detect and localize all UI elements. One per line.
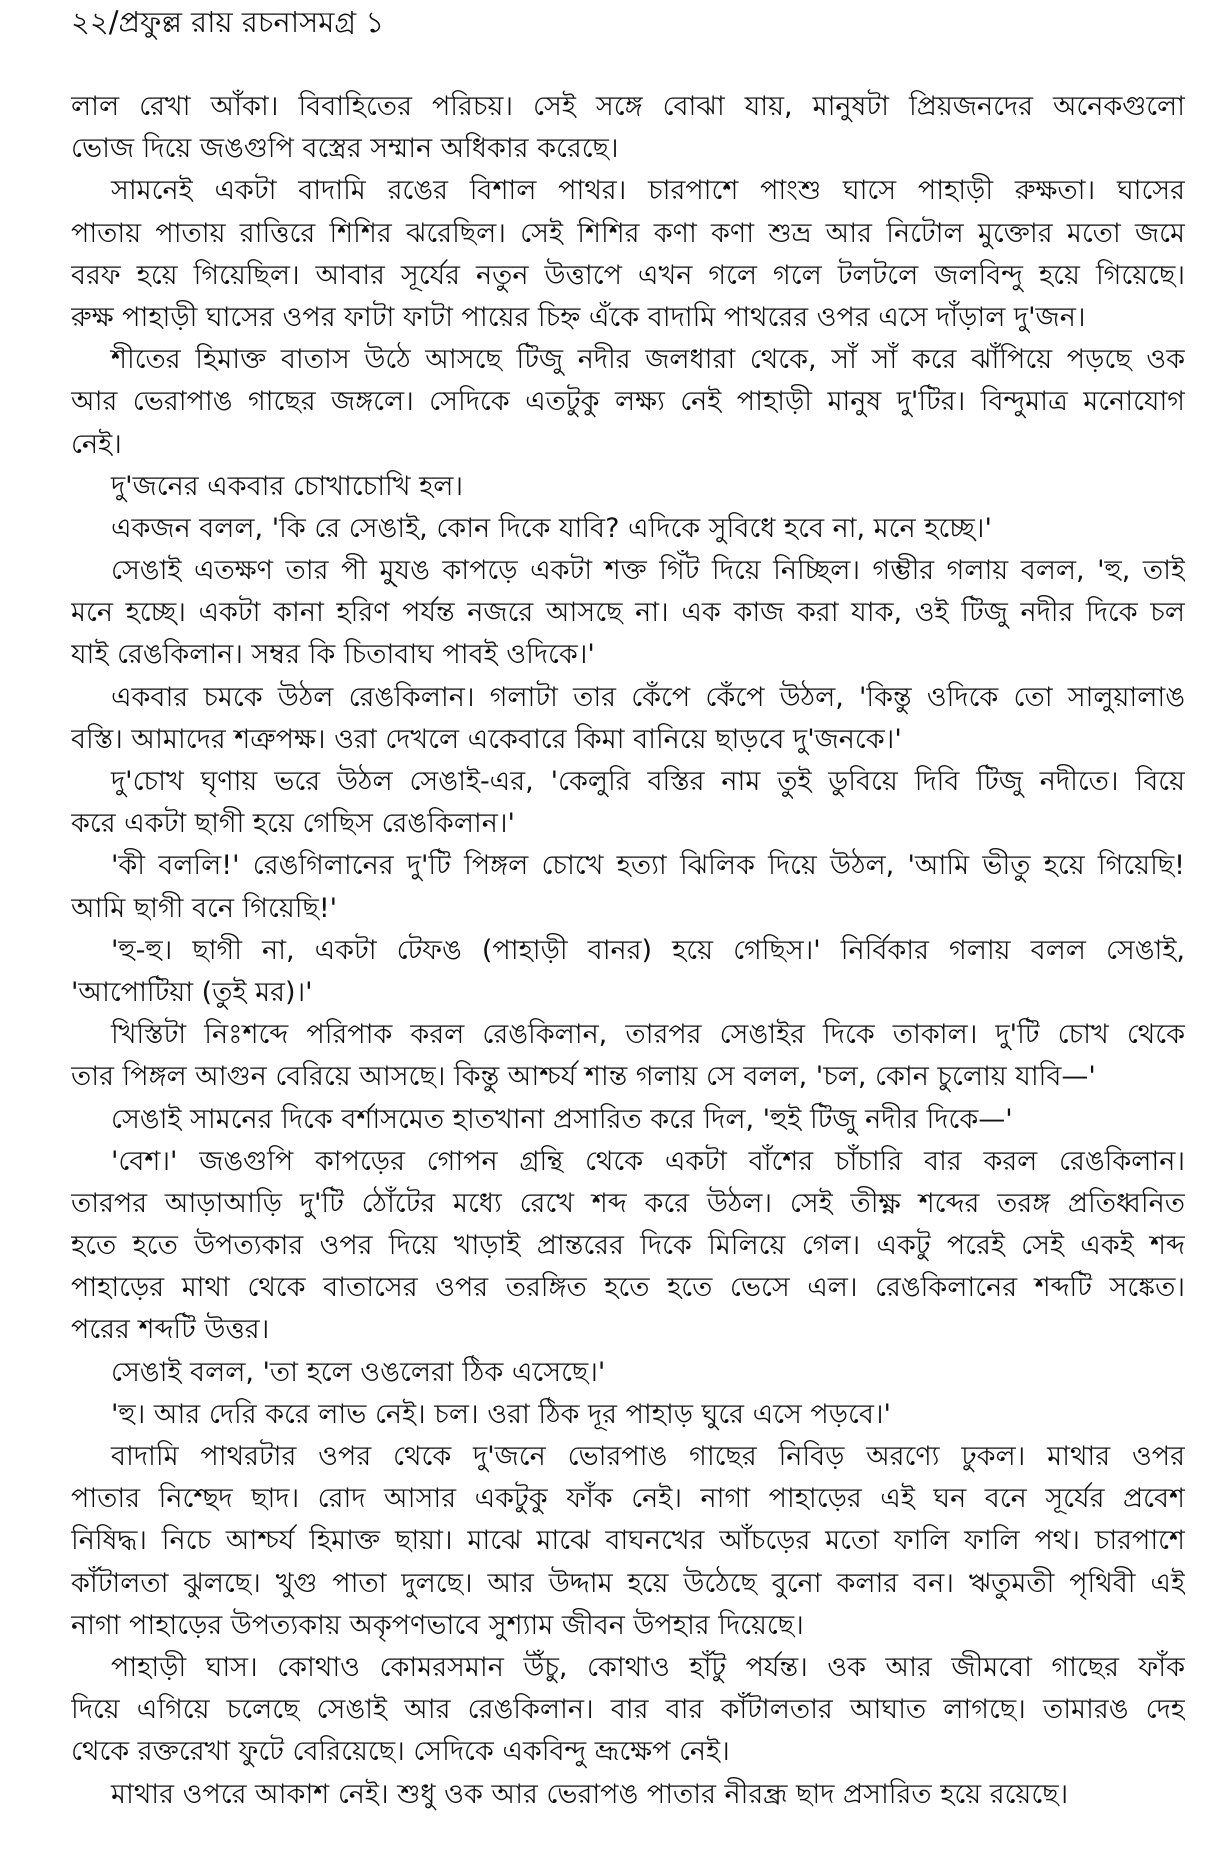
text-line: 'হু-হু। ছাগী না, একটা টেফঙ (পাহাড়ী বানর) হয়ে গেছিস।' নির্বিকার গলায় বলল সেঙাই, — [111, 934, 1185, 966]
text-line: দু'চোখ ঘৃণায় ভরে উঠল সেঙাই-এর, 'কেলুরি বস্তির নাম তুই ডুবিয়ে দিবি টিজু নদীতে। বিয়ে — [111, 766, 1185, 797]
paragraph — [71, 1014, 1185, 1098]
paragraph — [71, 466, 1185, 508]
text-line: পাতায় পাতায় রাত্তিরে শিশির ঝরেছিল। সেই শিশির কণা কণা শুভ্র আর নিটোল মুক্তোর মতো জমে — [71, 217, 1185, 249]
text-line: মাথার ওপরে আকাশ নেই। শুধু ওক আর ভেরাপঙ পাতার নীরন্ধ্র ছাদ প্রসারিত হয়ে রয়েছে। — [111, 1778, 1069, 1810]
text-line: একবার চমকে উঠল রেঙকিলান। গলাটা তার কেঁপে কেঁপে উঠল, 'কিন্তু ওদিকে তো সালুয়ালাঙ — [111, 681, 1185, 713]
text-line: বস্তি। আমাদের শত্রুপক্ষ। ওরা দেখলে একেবারে কিমা বানিয়ে ছাড়বে দু'জনকে।' — [71, 723, 902, 755]
text-line: নেই। — [71, 428, 122, 460]
text-line: তার পিঙ্গল আগুন বেরিয়ে আসছে। কিন্তু আশ্চর্য শান্ত গলায় সে বলল, 'চল, কোন চুলোয় যাবি—' — [71, 1061, 1096, 1093]
paragraph — [71, 761, 1185, 845]
text-line: দিয়ে এগিয়ে চলেছে সেঙাই আর রেঙকিলান। বার বার কাঁটালতার আঘাত লাগছে। তামারঙ দেহ — [71, 1694, 1185, 1726]
text-line: আর ভেরাপাঙ গাছের জঙ্গলে। সেদিকে এতটুকু লক্ষ্য নেই পাহাড়ী মানুষ দু'টির। বিন্দুমাত্র মনোযোগ — [71, 386, 1185, 418]
text-line: পাতার নিশ্ছেদ ছাদ। রোদ আসার একটুকু ফাঁক নেই। নাগা পাহাড়ের এই ঘন বনে সূর্যের প্রবেশ — [71, 1483, 1185, 1515]
text-line: মনে হচ্ছে। একটা কানা হরিণ পর্যন্ত নজরে আসছে না। এক কাজ করা যাক, ওই টিজু নদীর দিকে চল — [71, 597, 1185, 629]
text-line: পরের শব্দটি উত্তর। — [71, 1314, 270, 1346]
paragraph — [71, 1647, 1185, 1774]
text-line: সামনেই একটা বাদামি রঙের বিশাল পাথর। চারপাশে পাংশু ঘাসে পাহাড়ী রুক্ষতা। ঘাসের — [111, 175, 1185, 207]
text-line: বরফ হয়ে গিয়েছিল। আবার সূর্যের নতুন উত্তাপে এখন গলে গলে টলটলে জলবিন্দু হয়ে গিয়েছে। — [71, 259, 1185, 291]
running-head: ২২/প্রফুল্ল রায় রচনাসমগ্র ১ — [71, 5, 385, 39]
text-line: 'কী বললি!' রেঙগিলানের দু'টি পিঙ্গল চোখে হত্যা ঝিলিক দিয়ে উঠল, 'আমি ভীতু হয়ে গিয়েছি! — [111, 850, 1185, 882]
text-line: হতে হতে উপত্যকার ওপর দিয়ে খাড়াই প্রান্তরের দিকে মিলিয়ে গেল। একটু পরেই সেই একই শব্দ — [71, 1230, 1185, 1262]
text-line: 'বেশ।' জঙগুপি কাপড়ের গোপন গ্রন্থি থেকে একটা বাঁশের চাঁচারি বার করল রেঙকিলান। — [111, 1145, 1185, 1177]
text-line: লাল রেখা আঁকা। বিবাহিতের পরিচয়। সেই সঙ্গে বোঝা যায়, মানুষটা প্রিয়জনদের অনেকগুলো — [71, 91, 1185, 122]
text-line: একজন বলল, 'কি রে সেঙাই, কোন দিকে যাবি? এদিকে সুবিধে হবে না, মনে হচ্ছে।' — [111, 512, 992, 544]
text-line: ভোজ দিয়ে জঙগুপি বস্ত্রের সম্মান অধিকার করেছে। — [71, 133, 619, 165]
paragraph — [71, 1352, 1185, 1394]
text-line: করে একটা ছাগী হয়ে গেছিস রেঙকিলান।' — [71, 808, 515, 840]
text-line: 'আপোটিয়া (তুই মর)।' — [71, 976, 313, 1008]
paragraph — [71, 1774, 1185, 1816]
text-line: নিষিদ্ধ। নিচে আশ্চর্য হিমাক্ত ছায়া। মাঝে মাঝে বাঘনখের আঁচড়ের মতো ফালি ফালি পথ। চারপাশে — [71, 1525, 1185, 1557]
paragraph — [71, 339, 1185, 466]
text-line: দু'জনের একবার চোখাচোখি হল। — [111, 470, 464, 502]
text-line: সেঙাই এতক্ষণ তার পী মু্যঙ কাপড়ে একটা শক্ত গিঁট দিয়ে নিচ্ছিল। গম্ভীর গলায় বলল, 'হু, তাই — [111, 555, 1185, 587]
text-line: খিস্তিটা নিঃশব্দে পরিপাক করল রেঙকিলান, তারপর সেঙাইর দিকে তাকাল। দু'টি চোখ থেকে — [111, 1019, 1185, 1051]
paragraph — [71, 1436, 1185, 1647]
text-line: সেঙাই সামনের দিকে বর্শাসমেত হাতখানা প্রসারিত করে দিল, 'হুই টিজু নদীর দিকে—' — [111, 1103, 1013, 1135]
text-line: 'হু। আর দেরি করে লাভ নেই। চল। ওরা ঠিক দূর পাহাড় ঘুরে এসে পড়বে।' — [111, 1398, 891, 1430]
paragraph — [71, 930, 1185, 1014]
paragraph — [71, 86, 1185, 170]
paragraph — [71, 508, 1185, 550]
text-line: শীতের হিমাক্ত বাতাস উঠে আসছে টিজু নদীর জলধারা থেকে, সাঁ সাঁ করে ঝাঁপিয়ে পড়ছে ওক — [111, 344, 1185, 376]
text-line: যাই রেঙকিলান। সম্বর কি চিতাবাঘ পাবই ওদিকে।' — [71, 639, 595, 671]
text-line: আমি ছাগী বনে গিয়েছি!' — [71, 892, 338, 924]
paragraph — [71, 1141, 1185, 1352]
text-line: থেকে রক্তরেখা ফুটে বেরিয়েছে। সেদিকে একবিন্দু ভ্রূক্ষেপ নেই। — [71, 1736, 730, 1768]
paragraph — [71, 845, 1185, 929]
text-line: কাঁটালতা ঝুলছে। খুগু পাতা দুলছে। আর উদ্দাম হয়ে উঠেছে বুনো কলার বন। ঋতুমতী পৃথিবী এই — [71, 1567, 1185, 1599]
text-line: বাদামি পাথরটার ওপর থেকে দু'জনে ভোরপাঙ গাছের নিবিড় অরণ্যে ঢুকল। মাথার ওপর — [111, 1441, 1185, 1472]
paragraph — [71, 1099, 1185, 1141]
page-body-text — [71, 86, 1185, 1816]
paragraph — [71, 550, 1185, 677]
text-line: রুক্ষ পাহাড়ী ঘাসের ওপর ফাটা ফাটা পায়ের চিহ্ন এঁকে বাদামি পাথরের ওপর এসে দাঁড়াল দু'জন। — [71, 301, 1086, 333]
text-line: তারপর আড়াআড়ি দু'টি ঠোঁটের মধ্যে রেখে শব্দ করে উঠল। সেই তীক্ষ্ণ শব্দের তরঙ্গ প্রতিধ্বনিত — [71, 1187, 1185, 1219]
text-line: পাহাড়ী ঘাস। কোথাও কোমরসমান উঁচু, কোথাও হাঁটু পর্যন্ত। ওক আর জীমবো গাছের ফাঁক — [111, 1651, 1185, 1683]
paragraph — [71, 170, 1185, 339]
paragraph — [71, 1394, 1185, 1436]
text-line: নাগা পাহাড়ের উপত্যকায় অকৃপণভাবে সুশ্যাম জীবন উপহার দিয়েছে। — [71, 1609, 804, 1641]
text-line: পাহাড়ের মাথা থেকে বাতাসের ওপর তরঙ্গিত হতে হতে ভেসে এল। রেঙকিলানের শব্দটি সঙ্কেত। — [71, 1272, 1185, 1304]
text-line: সেঙাই বলল, 'তা হলে ওঙলেরা ঠিক এসেছে।' — [111, 1356, 606, 1388]
paragraph — [71, 677, 1185, 761]
